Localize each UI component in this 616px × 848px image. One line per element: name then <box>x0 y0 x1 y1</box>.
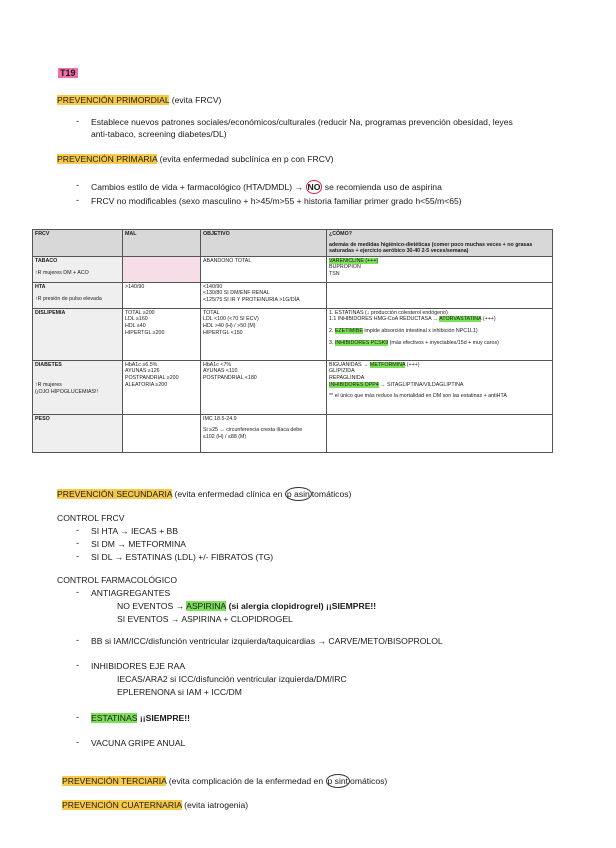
dia-o3: POSTPANDRIAL <180 <box>203 374 257 381</box>
raa-heading: INHIBIDORES EJE RAA <box>91 661 186 671</box>
terciaria-title: PREVENCIÓN TERCIARIA <box>62 776 167 786</box>
si-eventos: SI EVENTOS → ASPIRINA + CLOPIDROGEL <box>117 614 293 624</box>
primordial-bullet <box>91 116 561 140</box>
dis-c3b: impide absorción intestinal x inhibición NPC1L1) <box>362 327 478 334</box>
cell <box>327 308 553 360</box>
cell <box>327 256 553 282</box>
primaria-b1-rest: se recomienda uso de aspirina <box>322 182 442 192</box>
header-como-title: ¿CÓMO? <box>329 231 352 237</box>
dis-m1: TOTAL ≥200 <box>125 309 155 316</box>
dia-n2: (¡OJO HIPOGLUCEMIAS!! <box>35 388 98 395</box>
dia-m3: POSTPANDRIAL ≥200 <box>125 374 179 381</box>
primordial-heading <box>57 94 221 106</box>
dis-c1: 1. ESTATINAS (↓ producción colesterol endógeno) <box>329 309 448 316</box>
cuaternaria-heading <box>62 799 248 811</box>
bullet-dash: - <box>76 551 79 561</box>
table-row <box>33 414 553 452</box>
dia-o2: AYUNAS <110 <box>203 368 238 375</box>
bullet-dash: - <box>76 180 79 190</box>
dis-c3pre: 2. <box>329 327 335 334</box>
cell: >140/90 <box>123 282 201 308</box>
hta-o2: <130/80 SI DM/ENF RENAL <box>203 290 270 297</box>
tabaco-note: ↑R mujeres DM + ACO <box>35 270 89 277</box>
pcsk9: INHIBIDORES PCSK9 <box>334 339 389 346</box>
dis-o1: TOTAL <box>203 309 220 316</box>
bullet-dash: - <box>76 660 79 670</box>
header-como <box>327 230 553 257</box>
cell <box>123 256 201 282</box>
cell <box>327 282 553 308</box>
dia-m1: HbA1c ≥6.5% <box>125 361 158 368</box>
cuaternaria-title: PREVENCIÓN CUATERNARIA <box>62 800 182 810</box>
header-mal: MAL <box>123 230 201 257</box>
dis-c2c: (+++) <box>481 316 496 323</box>
header-como-sub: además de medidas higiénico-dietéticas (comer poco muchas veces + no grasas saturadas + ejercicio aeróbico 30-40 2-5 veces/semana) <box>329 241 533 255</box>
cell <box>201 360 327 414</box>
row-label <box>33 308 123 360</box>
hta-label: HTA <box>35 283 46 290</box>
ezetimibe: EZETIMIBE <box>334 327 363 334</box>
bullet-dash: - <box>76 737 79 747</box>
glipizida: GLIPIZIDA <box>329 368 355 375</box>
dia-m2: AYUNAS ≥126 <box>125 368 160 375</box>
hta-o1: <140/90 <box>203 283 223 290</box>
dis-m2: LDL ≥160 <box>125 316 148 323</box>
raa-item-2: EPLERENONA si IAM + ICC/DM <box>117 687 242 697</box>
dis-o4: HIPERTGL <150 <box>203 329 243 336</box>
secundaria-circled-p: p asin <box>286 489 310 499</box>
row-label <box>33 360 123 414</box>
dis-o3: HDL >40 (H) / >50 (M) <box>203 322 256 329</box>
atorvastatina: ATORVASTATINA <box>439 316 482 323</box>
dis-c2a: 1.1 INHIBIDORES HMG-CoA REDUCTASA → <box>329 316 440 323</box>
peso-o2: Si ≥25 → circunferencia cresta ilíaca debe <box>203 427 303 434</box>
primaria-subtitle: (evita enfermedad subclínica en p con FRCV) <box>157 154 334 164</box>
secundaria-subtitle-a: (evita enfermedad clínica en <box>172 489 285 499</box>
secundaria-heading <box>57 487 351 501</box>
header-objetivo: OBJETIVO <box>201 230 327 257</box>
dis-m3: HDL ≤40 <box>125 322 146 329</box>
terciaria-subtitle-a: (evita complicación de la enfermedad en <box>166 776 326 786</box>
cell <box>123 414 201 452</box>
dis-o2: LDL <100 (<70 SI ECV) <box>203 316 259 323</box>
cell <box>123 360 201 414</box>
dia-label: DIABETES <box>35 361 62 368</box>
bullet-dash: - <box>76 538 79 548</box>
peso-o1: IMC 18.5-24.9 <box>203 415 237 422</box>
noev-c: (si alergia clopidrogrel) ¡¡SIEMPRE!! <box>226 601 377 611</box>
bullet-dash: - <box>76 635 79 645</box>
varenicline: VARENICLINE (+++) <box>329 257 379 264</box>
no-circled: NO <box>307 182 321 192</box>
bullet-dash: - <box>76 525 79 535</box>
header-frcv: FRCV <box>33 230 123 257</box>
metformina: METFORMINA <box>369 361 406 368</box>
secundaria-title: PREVENCIÓN SECUNDARIA <box>57 489 173 499</box>
bullet-dash: - <box>76 116 79 126</box>
cell: ABANDONO TOTAL <box>201 256 327 282</box>
bupropion: BUPROPION <box>329 264 361 271</box>
primaria-bullet-2: FRCV no modificables (sexo masculino + h>45/m>55 + historia familiar primer grado h<55/m<65) <box>91 196 462 206</box>
terciaria-subtitle-b: omáticos) <box>350 776 388 786</box>
control-frcv-heading: CONTROL FRCV <box>57 513 125 523</box>
cell <box>201 308 327 360</box>
primordial-subtitle: (evita FRCV) <box>169 95 222 105</box>
dis-c4b: (más efectivos + inyectables/15d + muy caros) <box>388 339 499 346</box>
dia-m4: ALEATORIA ≥200 <box>125 381 168 388</box>
cuaternaria-subtitle: (evita iatrogenia) <box>181 800 249 810</box>
primaria-heading <box>57 153 334 165</box>
cf-item-2: SI DM → METFORMINA <box>91 539 187 549</box>
hta-note: ↑R presión de pulso elevada <box>35 296 102 303</box>
topic-tag: T19 <box>60 68 76 78</box>
primordial-title: PREVENCIÓN PRIMORDIAL <box>57 95 170 105</box>
estatinas-item <box>91 712 190 724</box>
no-eventos <box>117 600 376 612</box>
dia-c1c: (+++) <box>405 361 420 368</box>
primordial-line-1: Establece nuevos patrones sociales/económicos/culturales (reducir Na, programas prevención obesidad, leyes <box>91 117 513 127</box>
bullet-dash: - <box>76 195 79 205</box>
secundaria-subtitle-b: tomáticos) <box>311 489 352 499</box>
bullet-dash: - <box>76 712 79 722</box>
primordial-line-2: anti-tabaco, screening diabetes/DL) <box>91 129 227 139</box>
frcv-table <box>32 229 553 453</box>
dia-n1: ↑R mujeres <box>35 382 62 389</box>
row-label <box>33 282 123 308</box>
dpp4: INHIBIDORES DPP4 <box>329 381 379 388</box>
cell <box>327 360 553 414</box>
raa-item-1: IECAS/ARA2 si ICC/disfunción ventricular izquierda/DM/IRC <box>117 674 347 684</box>
estatinas-siempre: ¡¡SIEMPRE!! <box>137 713 190 723</box>
cell <box>123 308 201 360</box>
cell <box>327 414 553 452</box>
dia-c5: ** el único que más reduce la mortalidad en DM son las estatinas + antiHTA <box>329 393 507 400</box>
peso-o3: ≤102 (H) / ≤88 (M) <box>203 433 247 440</box>
bullet-dash: - <box>76 587 79 597</box>
peso-label: PESO <box>35 415 50 422</box>
aspirina-highlight: ASPIRINA <box>186 601 227 611</box>
cf-item-3: SI DL → ESTATINAS (LDL) +/- FIBRATOS (TG) <box>91 552 274 562</box>
primaria-bullet-1 <box>91 180 442 194</box>
row-label <box>33 414 123 452</box>
dia-c4b: → SITAGLIPTINA/VILDAGLIPTINA <box>378 381 464 388</box>
terciaria-heading <box>62 774 387 788</box>
table-row <box>33 282 553 308</box>
cell <box>201 282 327 308</box>
primaria-title: PREVENCIÓN PRIMARIA <box>57 154 158 164</box>
terciaria-circled-p: p sint <box>327 776 349 786</box>
cf-item-1: SI HTA → IECAS + BB <box>91 526 178 536</box>
dia-o1: HbA1c <7% <box>203 361 232 368</box>
tabaco-label: TABACO <box>35 257 58 264</box>
repaglinida: REPAGLINIDA <box>329 374 365 381</box>
table-row <box>33 256 553 282</box>
table-header-row <box>33 230 553 257</box>
dia-c1a: BIGUANIDAS → <box>329 361 370 368</box>
control-farm-heading: CONTROL FARMACOLÓGICO <box>57 575 178 585</box>
estatinas-highlight: ESTATINAS <box>91 713 138 723</box>
table-row <box>33 308 553 360</box>
tsn: TSN <box>329 270 340 277</box>
antiagregantes: ANTIAGREGANTES <box>91 588 171 598</box>
vacuna-item: VACUNA GRIPE ANUAL <box>91 738 186 748</box>
table-row <box>33 360 553 414</box>
dis-label: DISLIPEMIA <box>35 309 66 316</box>
row-label <box>33 256 123 282</box>
hta-o3: <125/75 SI IR Y PROTEINURIA >1G/DÍA <box>203 296 300 303</box>
dis-c4pre: 3. <box>329 339 335 346</box>
cell <box>201 414 327 452</box>
dis-m4: HIPERTGL ≥200 <box>125 329 165 336</box>
primaria-b1-text: Cambios estilo de vida + farmacológico (HTA/DMDL) → <box>91 182 306 192</box>
bb-item: BB si IAM/ICC/disfunción ventricular izquierda/taquicardias → CARVE/METO/BISOPROLOL <box>91 636 443 646</box>
noev-a: NO EVENTOS → <box>117 601 187 611</box>
